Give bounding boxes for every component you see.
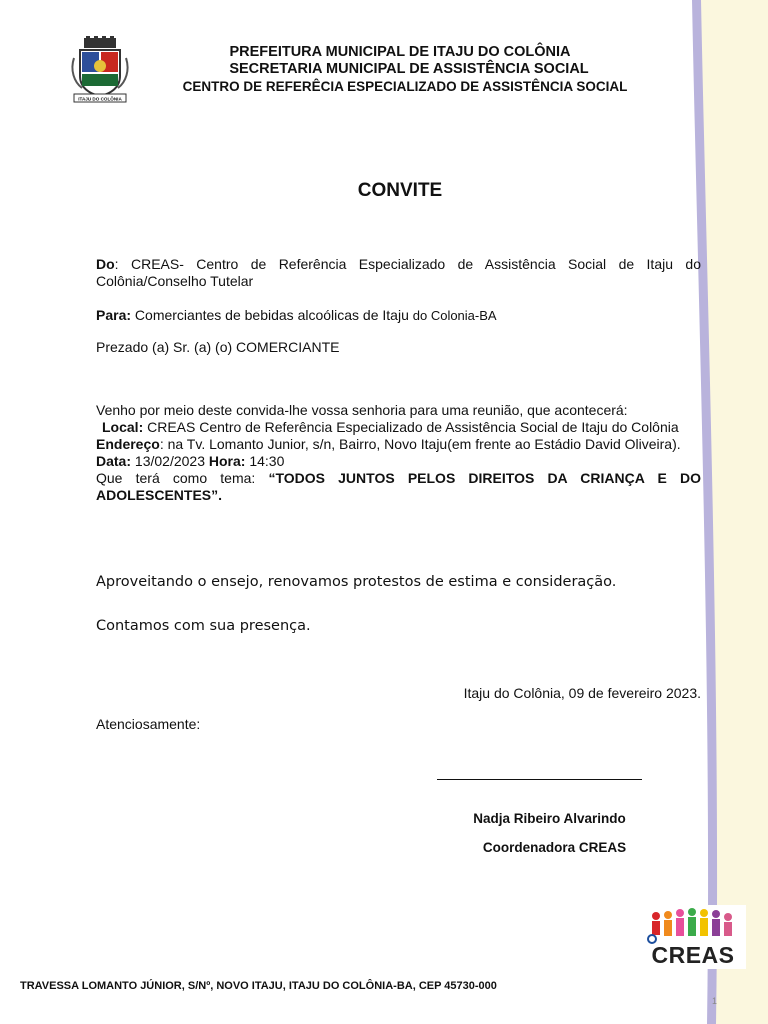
time-label: Hora: [208, 453, 246, 469]
signatory-role: Coordenadora CREAS [482, 840, 627, 855]
address-label: Endereço [96, 436, 160, 452]
place-date: Itaju do Colônia, 09 de fevereiro 2023. [463, 685, 701, 701]
footer-address: TRAVESSA LOMANTO JÚNIOR, S/Nº, NOVO ITAJU, ITAJU DO COLÔNIA-BA, CEP 45730-000 [20, 980, 497, 992]
page-number: 1 [712, 996, 718, 1006]
crest-caption: ITAJU DO COLÔNIA [78, 96, 122, 102]
address-text: : na Tv. Lomanto Junior, s/n, Bairro, Novo Itaju(em frente ao Estádio David Oliveira). [159, 436, 681, 452]
municipal-crest-icon [70, 36, 130, 104]
creas-people-icon [640, 905, 746, 945]
to-text: Comerciantes de bebidas alcoólicas de Itaju [131, 307, 413, 323]
from-label: Do [96, 256, 115, 272]
date-label: Data: [96, 453, 132, 469]
creas-logo-text: CREAS [651, 942, 735, 968]
theme-intro: Que terá como tema: [96, 470, 269, 486]
to-text-small: do Colonia-BA [412, 308, 497, 323]
local-label: Local: [102, 419, 144, 435]
closing-line-2: Contamos com sua presença. [96, 618, 311, 634]
theme-line [96, 470, 701, 504]
body-intro: Venho por meio deste convida-lhe vossa senhoria para uma reunião, que acontecerá: [96, 402, 628, 418]
decorative-page-border [658, 0, 768, 1024]
signatory-name: Nadja Ribeiro Alvarindo [473, 811, 626, 826]
theme-text: “TODOS JUNTOS PELOS DIREITOS DA CRIANÇA E DO ADOLESCENTES”. [96, 470, 701, 503]
header-line-2: SECRETARIA MUNICIPAL DE ASSISTÊNCIA SOCIAL [229, 61, 589, 77]
address-line [96, 436, 701, 453]
to-label: Para: [96, 307, 132, 323]
header-line-3: CENTRO DE REFERÊCIA ESPECIALIZADO DE ASSISTÊNCIA SOCIAL [182, 79, 628, 94]
from-paragraph [96, 256, 701, 290]
local-text: CREAS Centro de Referência Especializado de Assistência Social de Itaju do Colônia [143, 419, 679, 435]
time-value: 14:30 [245, 453, 285, 469]
document-title: CONVITE [357, 180, 443, 201]
from-text: : CREAS- Centro de Referência Especializado de Assistência Social de Itaju do Colônia/Conselho Tutelar [96, 256, 701, 289]
date-value: 13/02/2023 [131, 453, 209, 469]
letterhead [0, 36, 768, 116]
greeting: Prezado (a) Sr. (a) (o) COMERCIANTE [96, 339, 340, 355]
regards: Atenciosamente: [96, 716, 201, 732]
date-time-line [96, 453, 701, 470]
signature-line [437, 779, 642, 780]
local-line [96, 419, 701, 436]
header-line-1: PREFEITURA MUNICIPAL DE ITAJU DO COLÔNIA [229, 44, 571, 60]
body-paragraph [96, 402, 701, 504]
creas-logo [640, 905, 746, 969]
closing-line-1: Aproveitando o ensejo, renovamos protestos de estima e consideração. [96, 574, 617, 590]
to-paragraph [96, 307, 701, 324]
